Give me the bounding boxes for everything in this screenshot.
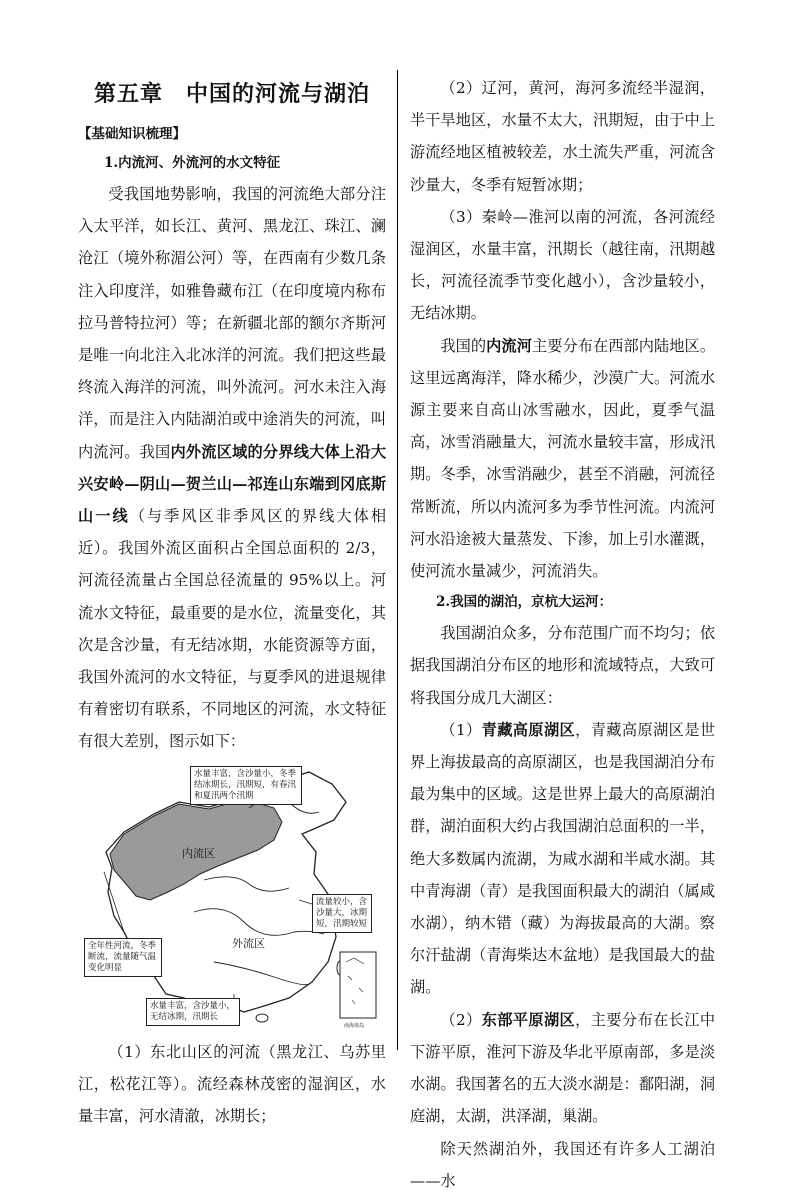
paragraph-eastern-lakes <box>410 1004 715 1133</box>
paragraph-text-tail: （与季风区非季风区的界线大体相近）。我国外流区面积占全国总面积的 2/3，河流径流量占全国总径流量的 95%以上。河流水文特征，最重要的是水位，流量变化，其次是含沙量，有无结冰期，水能资源等方面，我国外流河的水文特征，与夏季风的进退规律有着密切有联系，不同地区的河流，水文特征有很大差别，图示如下： <box>78 507 387 751</box>
qt-num: （1） <box>440 720 482 739</box>
paragraph-text: 受我国地势影响，我国的河流绝大部分注入太平洋，如长江、黄河、黑龙江、珠江、澜沧江（境外称湄公河）等，在西南有少数几条注入印度洋，如雅鲁藏布江（在印度境内称布拉马普特拉河）等；在新疆北部的额尔齐斯河是唯一向北注入北冰洋的河流。我们把这些最终流入海洋的河流，叫外流河。河水未注入海洋，而是注入内陆湖泊或中途消失的河流，叫内流河。我国 <box>78 185 386 461</box>
inland-text-b: 主要分布在西部内陆地区。这里远离海洋，降水稀少，沙漠广大。河流水源主要来自高山冰雪融水，因此，夏季气温高，冰雪消融量大，河流水量较丰富，形成汛期。冬季，冰雪消融少，甚至不消融，河流径常断流，所以内流河多为季节性河流。内流河河水沿途被大量蒸发、下渗，加上引水灌溉，使河流水量减少，河流消失。 <box>410 336 716 581</box>
annotation-northeast: 水量丰富，含沙量小，冬季结冰期长，汛期短，有春汛和夏汛两个汛期 <box>190 766 302 805</box>
qt-text: ，青藏高原湖区是世界上海拔最高的高原湖区，也是我国湖泊分布最为集中的区域。这是世界上最大的高原湖泊群，湖泊面积大约占我国湖泊总面积的一半，绝大多数属内流湖，为咸水湖和半咸水湖。其中青海湖（青）是我国面积最大的湖泊（属咸水湖），纳木错（藏）为海拔最高的大湖。察尔汗盐湖（青海柴达木盆地）是我国最大的盐湖。 <box>410 720 716 997</box>
inland-text-a: 我国的 <box>440 336 487 355</box>
column-divider <box>397 70 398 1050</box>
annotation-inland: 全年性河流，冬季断流，流量随气温变化明显 <box>84 938 162 977</box>
paragraph-artificial-lakes: 除天然湖泊外，我国还有许多人工湖泊——水 <box>410 1139 715 1190</box>
paragraph-inland-rivers <box>410 330 715 588</box>
paragraph-rivers <box>78 178 386 758</box>
left-column <box>78 72 386 1132</box>
subsection-heading-2: 2.我国的湖泊，京杭大运河： <box>436 594 613 611</box>
paragraph-qinghai-tibet-lakes <box>410 714 715 1004</box>
paragraph-liao-huang: （2）辽河，黄河，海河多流经半湿润，半干旱地区，水量不太大，汛期短，由于中上游流经地区植被较差，水土流失严重，河流含沙量大，冬季有短暂冰期； <box>410 79 715 194</box>
paragraph-northeast: （1）东北山区的河流（黑龙江、乌苏里江，松花江等）。流经森林茂密的湿润区，水量丰富，河水清澈，冰期长； <box>78 1042 386 1126</box>
label-inset: 南海诸岛 <box>344 1022 365 1029</box>
annotation-north: 流量较小，含沙量大，冰期短，汛期较短 <box>312 894 372 933</box>
inland-bold: 内流河 <box>486 336 532 355</box>
boundary-line-text: 内外流区域的分界线大体上沿大兴安岭—阴山—贺兰山—祁连山东端到冈底斯山一线 <box>78 442 387 526</box>
label-outer-drainage: 外流区 <box>232 936 265 950</box>
east-bold: 东部平原湖区 <box>481 1010 576 1029</box>
paragraph-south-rivers: （3）秦岭—淮河以南的河流，各河流经湿润区，水量丰富，汛期长（越往南，汛期越长，河流径流季节变化越小），含沙量较小，无结冰期。 <box>410 207 715 323</box>
qt-bold: 青藏高原湖区 <box>481 720 576 739</box>
label-inner-drainage: 内流区 <box>182 846 215 860</box>
east-text: ，主要分布在长江中下游平原，淮河下游及华北平原南部，多是淡水湖。我国著名的五大淡水湖是：鄱阳湖，洞庭湖，太湖，洪泽湖，巢湖。 <box>410 1010 716 1126</box>
right-column <box>410 72 715 1197</box>
paragraph-lakes: 我国湖泊众多，分布范围广而不均匀；依据我国湖泊分布区的地形和流域特点，大致可将我国分成几大湖区： <box>410 624 715 707</box>
subsection-heading-1: 1.内流河、外流河的水文特征 <box>104 155 281 171</box>
east-num: （2） <box>440 1010 482 1029</box>
chapter-title: 第五章 中国的河流与湖泊 <box>93 82 370 107</box>
annotation-south: 水量丰富，含沙量小，无结冰期，汛期长 <box>146 998 240 1026</box>
china-river-map <box>84 762 382 1034</box>
section-heading: 【基础知识梳理】 <box>78 126 186 142</box>
